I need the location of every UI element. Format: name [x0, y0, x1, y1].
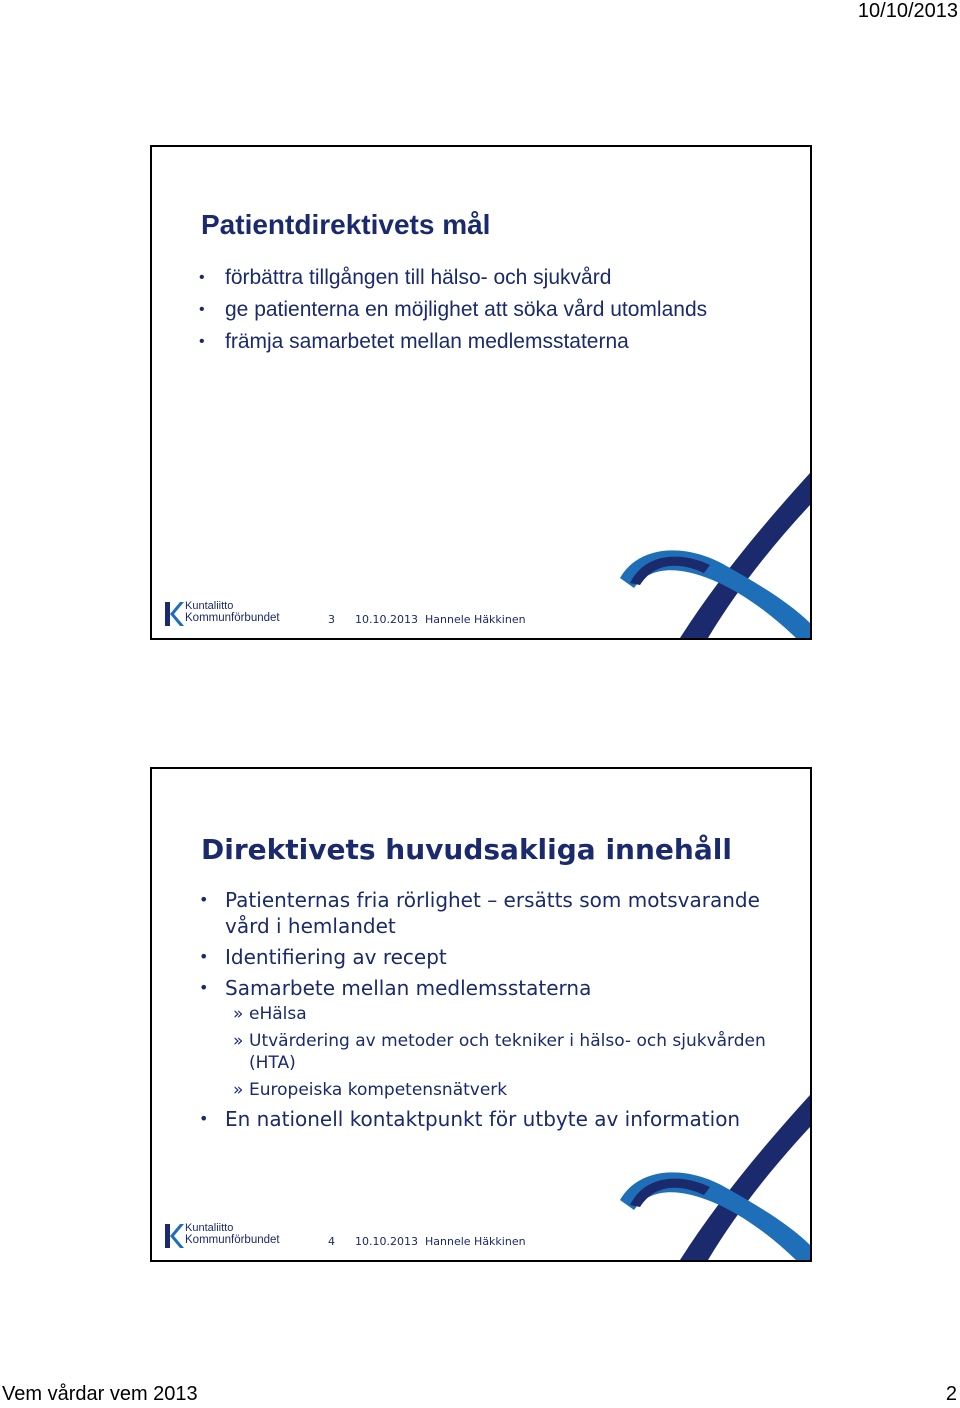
- page-footer-title: Vem vårdar vem 2013: [2, 1383, 198, 1405]
- slide-3: [150, 145, 812, 640]
- kommunforbundet-logo: [164, 1220, 280, 1254]
- page-number: 2: [945, 1383, 957, 1405]
- bullet-item: • främja samarbetet mellan medlemsstaterna: [197, 328, 777, 355]
- swoosh-decoration-icon: [620, 473, 810, 638]
- logo-text-line-2: Kommunförbundet: [185, 612, 280, 624]
- slide-author: Hannele Häkkinen: [425, 613, 526, 626]
- bullet-item-with-subitems: [197, 975, 777, 1101]
- slide-number: 4: [328, 1235, 335, 1248]
- k-logo-icon: [164, 600, 184, 628]
- slide-title: Direktivets huvudsakliga innehåll: [201, 833, 732, 866]
- bullet-item: • förbättra tillgången till hälso- och sjukvård: [197, 264, 777, 291]
- logo-text-line-1: Kuntaliitto: [185, 1222, 234, 1234]
- slide-date: 10.10.2013: [355, 1235, 418, 1248]
- kommunforbundet-logo: [164, 598, 280, 632]
- swoosh-decoration-icon: [620, 1095, 810, 1260]
- bullet-item: • Patienternas fria rörlighet – ersätts som motsvarande vård i hemlandet: [197, 887, 777, 939]
- page-date: 10/10/2013: [857, 0, 958, 22]
- logo-text-line-1: Kuntaliitto: [185, 600, 234, 612]
- slide-footer: [164, 1220, 564, 1254]
- slide-date: 10.10.2013: [355, 613, 418, 626]
- slide-title: Patientdirektivets mål: [201, 209, 491, 240]
- sub-bullet-list: [225, 1003, 777, 1101]
- sub-bullet-item: » Utvärdering av metoder och tekniker i hälso- och sjukvården (HTA): [225, 1030, 777, 1074]
- slide-number: 3: [328, 613, 335, 626]
- slide-footer: [164, 598, 564, 632]
- k-logo-icon: [164, 1222, 184, 1250]
- slide-author: Hannele Häkkinen: [425, 1235, 526, 1248]
- logo-text-line-2: Kommunförbundet: [185, 1234, 280, 1246]
- bullet-item: • Identifiering av recept: [197, 944, 777, 970]
- slide-4: [150, 767, 812, 1262]
- bullet-text: Samarbete mellan medlemsstaterna: [225, 976, 592, 1000]
- sub-bullet-item: » Europeiska kompetensnätverk: [225, 1079, 777, 1101]
- bullet-list: [197, 264, 777, 360]
- bullet-item: • ge patienterna en möjlighet att söka vård utomlands: [197, 296, 777, 323]
- bullet-item: • En nationell kontaktpunkt för utbyte av information: [197, 1106, 777, 1132]
- sub-bullet-item: » eHälsa: [225, 1003, 777, 1025]
